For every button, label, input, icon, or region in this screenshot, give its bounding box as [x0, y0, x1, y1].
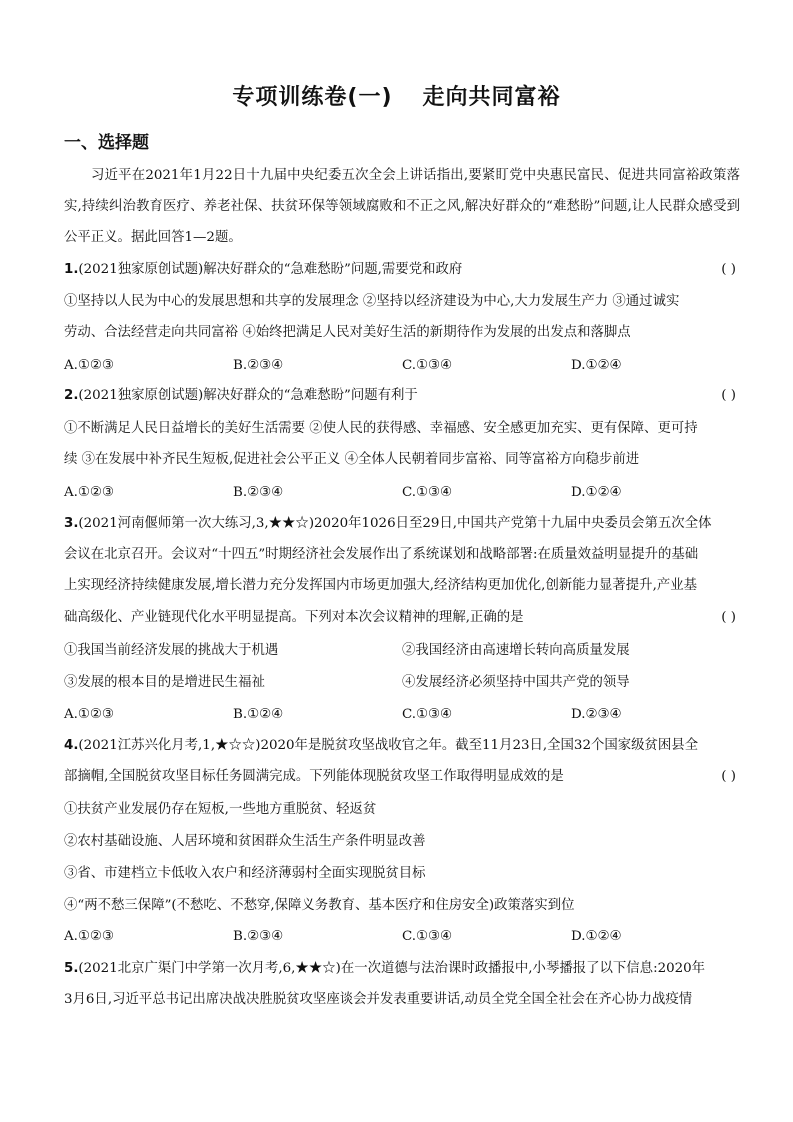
- title-main: 专项训练卷(一): [232, 85, 393, 110]
- question-number: 2.: [64, 388, 79, 403]
- question-text: (2021北京广渠门中学第一次月考,6,★★☆)在一次道德与法治课时政播报中,小琴播报了以下信息:2020年: [78, 961, 706, 976]
- question-4-statement-4: ④“两不愁三保障”(不愁吃、不愁穿,保障义务教育、基本医疗和住房安全)政策落实到位: [64, 898, 575, 913]
- question-4-options: [64, 926, 740, 948]
- answer-blank: ( ): [721, 388, 736, 403]
- question-3-statements-row-2: [64, 672, 740, 694]
- section-heading: 一、选择题: [64, 133, 149, 153]
- question-5-text-2: 3月6日,习近平总书记出席决战决胜脱贫攻坚座谈会并发表重要讲话,动员全党全国全社会在齐心协力战疫情: [64, 992, 693, 1007]
- question-4-text-2: [64, 766, 740, 788]
- answer-blank: ( ): [721, 769, 736, 784]
- question-text: (2021独家原创试题)解决好群众的“急难愁盼”问题有利于: [78, 388, 418, 403]
- question-1-statements: ①坚持以人民为中心的发展思想和共享的发展理念 ②坚持以经济建设为中心,大力发展生产力 ③通过诚实: [64, 294, 680, 309]
- option-d: D.①②④: [571, 485, 622, 500]
- question-2-stem: [64, 385, 740, 407]
- question-5-stem: [64, 958, 740, 980]
- option-a: A.①②③: [64, 707, 114, 722]
- option-c: C.①③④: [402, 707, 453, 722]
- question-3-options: [64, 704, 740, 726]
- option-d: D.②③④: [571, 707, 622, 722]
- question-2-statements: ①不断满足人民日益增长的美好生活需要 ②使人民的获得感、幸福感、安全感更加充实、更有保障、更可持: [64, 421, 698, 436]
- statement-1: ①我国当前经济发展的挑战大于机遇: [64, 643, 279, 658]
- question-3-text-2: 会议在北京召开。会议对“十四五”时期经济社会发展作出了系统谋划和战略部署:在质量效益明显提升的基础: [64, 547, 699, 562]
- option-a: A.①②③: [64, 358, 114, 373]
- answer-blank: ( ): [721, 610, 736, 625]
- option-c: C.①③④: [402, 929, 453, 944]
- option-c: C.①③④: [402, 485, 453, 500]
- option-c: C.①③④: [402, 358, 453, 373]
- question-1-statements-cont: 劳动、合法经营走向共同富裕 ④始终把满足人民对美好生活的新期待作为发展的出发点和落脚点: [64, 325, 631, 340]
- question-text: (2021独家原创试题)解决好群众的“急难愁盼”问题,需要党和政府: [78, 262, 463, 277]
- question-number: 5.: [64, 961, 79, 976]
- question-3-text-3: 上实现经济持续健康发展,增长潜力充分发挥国内市场更加强大,经济结构更加优化,创新能力显著提升,产业基: [64, 578, 697, 593]
- page-title: [0, 80, 793, 111]
- option-b: B.①②④: [233, 707, 284, 722]
- question-text: (2021河南偃师第一次大练习,3,★★☆)2020年1026日至29日,中国共产党第十九届中央委员会第五次全体: [78, 516, 712, 531]
- title-sub: 走向共同富裕: [422, 85, 561, 110]
- statement-3: ③发展的根本目的是增进民生福祉: [64, 675, 265, 690]
- option-b: B.②③④: [233, 485, 284, 500]
- question-3-stem: [64, 513, 740, 535]
- statement-4: ④发展经济必须坚持中国共产党的领导: [402, 675, 630, 690]
- question-1-stem: [64, 259, 740, 281]
- question-4-statement-3: ③省、市建档立卡低收入农户和经济薄弱村全面实现脱贫目标: [64, 866, 426, 881]
- question-text: (2021江苏兴化月考,1,★☆☆)2020年是脱贫攻坚战收官之年。截至11月23日,全国32个国家级贫困县全: [78, 738, 699, 753]
- option-d: D.①②④: [571, 929, 622, 944]
- option-b: B.②③④: [233, 358, 284, 373]
- option-a: A.①②③: [64, 929, 114, 944]
- question-text: 部摘帽,全国脱贫攻坚目标任务圆满完成。下列能体现脱贫攻坚工作取得明显成效的是: [64, 769, 564, 784]
- question-4-statement-2: ②农村基础设施、人居环境和贫困群众生活生产条件明显改善: [64, 834, 426, 849]
- question-2-options: [64, 482, 740, 504]
- question-4-statement-1: ①扶贫产业发展仍存在短板,一些地方重脱贫、轻返贫: [64, 802, 377, 817]
- question-3-text-4: [64, 607, 740, 629]
- question-2-statements-cont: 续 ③在发展中补齐民生短板,促进社会公平正义 ④全体人民朝着同步富裕、同等富裕方向稳步前进: [64, 452, 640, 467]
- answer-blank: ( ): [721, 262, 736, 277]
- question-number: 1.: [64, 262, 79, 277]
- statement-2: ②我国经济由高速增长转向高质量发展: [402, 643, 630, 658]
- question-4-stem: [64, 735, 740, 757]
- question-number: 4.: [64, 738, 79, 753]
- question-number: 3.: [64, 516, 79, 531]
- question-3-statements-row-1: [64, 640, 740, 662]
- question-1-options: [64, 355, 740, 377]
- option-d: D.①②④: [571, 358, 622, 373]
- question-text: 础高级化、产业链现代化水平明显提高。下列对本次会议精神的理解,正确的是: [64, 610, 524, 625]
- option-b: B.②③④: [233, 929, 284, 944]
- option-a: A.①②③: [64, 485, 114, 500]
- intro-paragraph: 习近平在2021年1月22日十九届中央纪委五次全会上讲话指出,要紧盯党中央惠民富民、促进共同富裕政策落实,持续纠治教育医疗、养老社保、扶贫环保等领域腐败和不正之风,解决好群众的“难愁盼”问题,让人民群众感受到公平正义。据此回答1—2题。: [64, 168, 740, 246]
